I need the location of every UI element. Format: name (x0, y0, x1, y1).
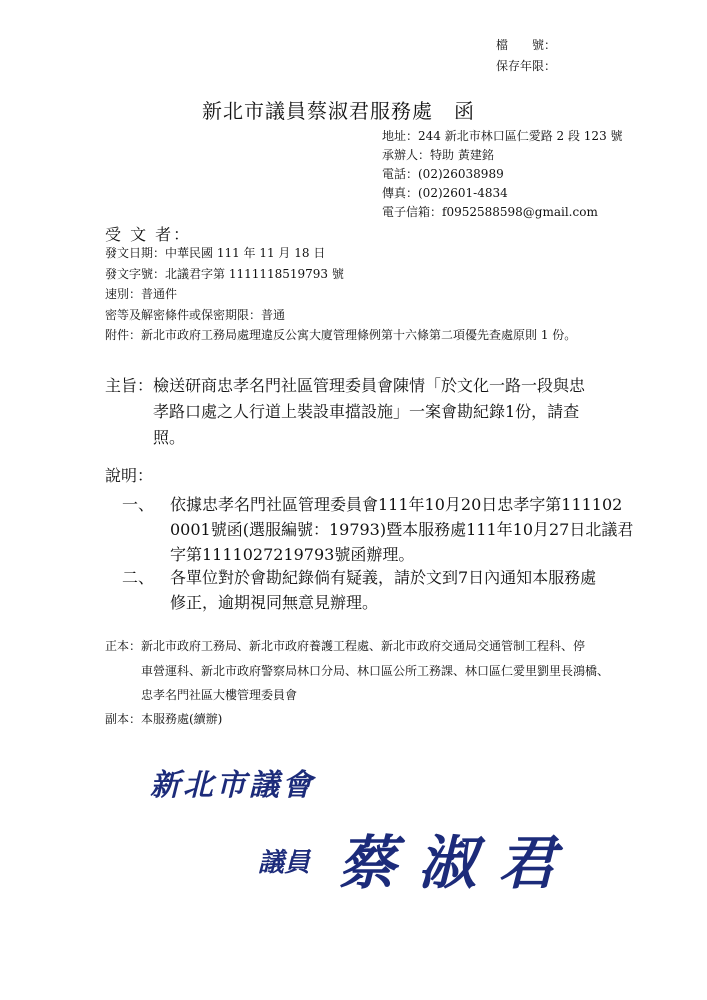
fax: 傳真：(02)2601-4834 (382, 186, 508, 200)
item-1-line-1: 依據忠孝名門社區管理委員會111年10月20日忠孝字第111102 (170, 495, 623, 514)
item-2-line-2: 修正，逾期視同無意見辦理。 (170, 593, 379, 612)
councilor-name-seal: 蔡淑君 (338, 829, 579, 897)
email: 電子信箱：f0952588598@gmail.com (382, 205, 598, 219)
subject-line-3: 照。 (153, 428, 186, 447)
councilor-title-seal: 議員 (258, 848, 311, 878)
item-1-number: 一、 (122, 495, 155, 514)
issue-date: 發文日期：中華民國 111 年 11 月 18 日 (105, 246, 326, 260)
retention-period-label: 保存年限： (496, 59, 557, 73)
main-recipients-line-2: 車營運科、新北市政府警察局林口分局、林口區公所工務課、林口區仁愛里劉里長鴻橋、 (141, 664, 610, 678)
council-seal-text: 新北市議會 (150, 768, 315, 803)
attachment: 附件：新北市政府工務局處理違反公寓大廈管理條例第十六條第二項優先查處原則 1 份。 (105, 328, 577, 342)
file-number-label: 檔 號： (496, 38, 557, 52)
document-title: 新北市議員蔡淑君服務處 函 (202, 99, 475, 123)
document-number: 發文字號：北議君字第 1111118519793 號 (105, 266, 344, 281)
item-1-line-2: 0001號函(選服編號：19793)暨本服務處111年10月27日北議君 (170, 520, 634, 539)
contact-block (382, 127, 623, 222)
handler: 承辦人：特助 黃建銘 (382, 148, 494, 162)
meta-block (105, 243, 576, 346)
security-level: 密等及解密條件或保密期限：普通 (105, 307, 286, 322)
copy-recipients: 副本：本服務處(續辦) (105, 712, 223, 726)
phone: 電話：(02)26038989 (382, 167, 504, 181)
explanation-label: 說明： (105, 466, 154, 485)
item-2-line-1: 各單位對於會勘紀錄倘有疑義，請於文到7日內通知本服務處 (170, 568, 597, 587)
item-1-line-3: 字第1111027219793號函辦理。 (170, 545, 415, 564)
subject-line-1: 主旨：檢送研商忠孝名門社區管理委員會陳情「於文化一路一段與忠 (105, 376, 586, 395)
item-2-number: 二、 (122, 568, 155, 587)
delivery-speed: 速別：普通件 (105, 287, 178, 301)
subject-line-2: 孝路口處之人行道上裝設車擋設施」一案會勘紀錄1份，請查 (153, 402, 580, 421)
address: 地址：244 新北市林口區仁愛路 2 段 123 號 (382, 129, 623, 143)
recipient-label: 受 文 者： (105, 225, 192, 244)
main-recipients-line-1: 正本：新北市政府工務局、新北市政府養護工程處、新北市政府交通局交通管制工程科、停 (105, 639, 586, 653)
main-recipients-line-3: 忠孝名門社區大樓管理委員會 (141, 688, 298, 702)
